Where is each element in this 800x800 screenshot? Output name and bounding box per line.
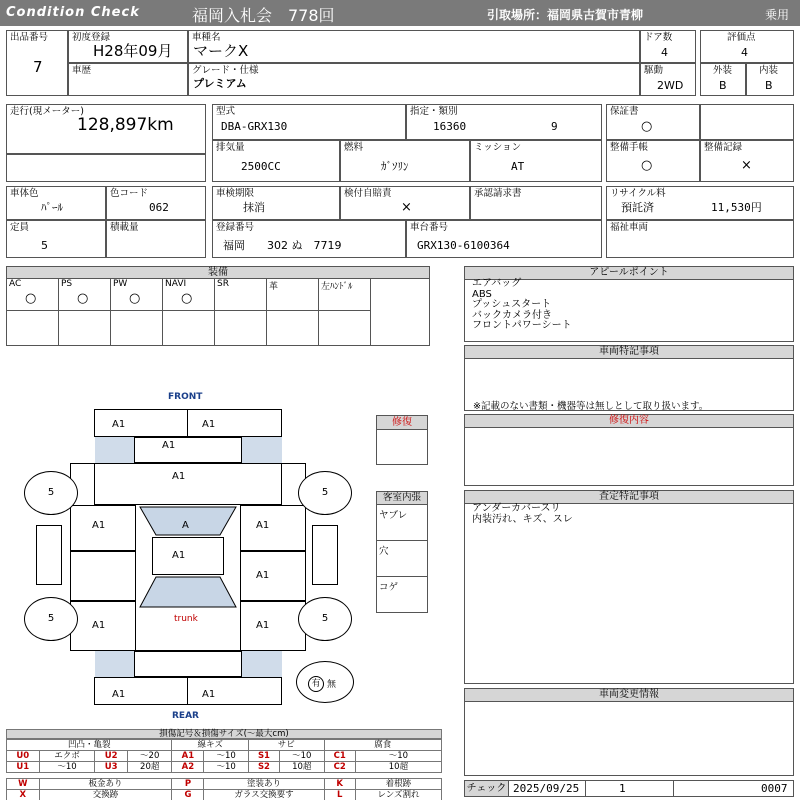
trunk-label: trunk (174, 614, 198, 624)
rear-window[interactable] (140, 577, 236, 607)
equipment-item-blank (111, 311, 163, 345)
equipment-item-blank (7, 311, 59, 345)
change-info-panel (464, 688, 794, 776)
fuel-cell (340, 140, 470, 182)
claim-label: 承認請求書 (474, 188, 522, 199)
repair-box (376, 415, 428, 465)
taillight-left (95, 651, 135, 677)
brand-title: Condition Check (6, 5, 140, 20)
legend-desc: 〜10 (355, 751, 441, 762)
maint-value: ○ (641, 158, 653, 173)
wheel-rear-left[interactable] (24, 597, 78, 641)
maint-record-value: × (741, 158, 752, 173)
front-label: FRONT (168, 392, 203, 402)
color-code-value: 062 (149, 201, 169, 214)
mark-front-left: A1 (112, 419, 126, 430)
color-code-label: 色コード (110, 188, 149, 199)
wheel-front-left[interactable] (24, 471, 78, 515)
equipment-item-label: PS (61, 279, 73, 289)
exterior-cell (700, 63, 746, 96)
insurance-value: × (401, 200, 412, 215)
lot-cell (6, 30, 68, 96)
equipment-item-blank (267, 311, 319, 345)
mission-value: AT (511, 160, 525, 173)
mark-right-mid: A1 (256, 570, 270, 581)
legend-code: A2 (172, 762, 204, 773)
first-reg-label: 初度登録 (72, 32, 111, 43)
legend-desc: 10超 (355, 762, 441, 773)
mileage-label: 走行(現メーター) (10, 106, 84, 117)
left-mirror[interactable] (36, 525, 62, 585)
smoke-off: 無 (327, 680, 337, 690)
color-code-cell (106, 186, 206, 220)
warranty-cell (606, 104, 700, 140)
legend-desc: 〜10 (39, 762, 95, 773)
rear-bumper-divider (187, 677, 188, 705)
legend-code: C2 (324, 762, 355, 773)
mark-windshield: A (182, 520, 189, 531)
inspector-list (472, 503, 573, 525)
legend-table (6, 739, 442, 800)
model-label: 車種名 (192, 32, 221, 43)
legend-desc: エクボ (39, 751, 95, 762)
appeal-list (472, 279, 572, 332)
repair-content-title: 修復内容 (465, 415, 793, 428)
legend-code: G (172, 790, 204, 800)
legend-group-header: 線キズ (172, 740, 248, 751)
equipment-item (7, 279, 59, 311)
fuel-label: 燃料 (344, 142, 364, 153)
interior-row-tear (377, 505, 427, 541)
category-label: 乗用 (765, 8, 790, 22)
wheel-front-left-mark: 5 (47, 487, 55, 498)
color-label: 車体色 (10, 188, 39, 199)
legend-desc: ガラス交換要す (204, 790, 324, 800)
color-value: ﾊﾟｰﾙ (41, 201, 63, 214)
legend-code: S1 (248, 751, 279, 762)
special-title: 車両特記事項 (465, 346, 793, 359)
appeal-panel (464, 266, 794, 342)
displacement-cell (212, 140, 340, 182)
history-cell (68, 63, 188, 96)
wheel-front-right-mark: 5 (321, 487, 329, 498)
warranty-extra-cell (700, 104, 794, 140)
recycle-cell (606, 186, 794, 220)
wheel-rear-right-mark: 5 (321, 613, 329, 624)
mark-right-rear-fender: A1 (256, 620, 270, 631)
designation-label: 指定・類別 (410, 106, 458, 117)
doors-value: 4 (661, 46, 668, 59)
first-reg-cell (68, 30, 188, 63)
equipment-item-value: ○ (25, 291, 37, 306)
legend-code: C1 (324, 751, 355, 762)
legend-code: A1 (172, 751, 204, 762)
score-cell (700, 30, 794, 63)
equipment-item-label: 革 (269, 282, 279, 292)
equipment-item (111, 279, 163, 311)
front-grille[interactable] (134, 437, 242, 463)
legend-title: 損傷記号＆損傷サイズ(〜最大cm) (6, 729, 442, 739)
chassis-label: 車台番号 (410, 222, 449, 233)
change-info-title: 車両変更情報 (465, 689, 793, 702)
wheel-rear-left-mark: 5 (47, 613, 55, 624)
inspector-panel (464, 490, 794, 684)
maint-record-label: 整備記録 (704, 142, 743, 153)
legend-group-header: 腐食 (324, 740, 441, 751)
interior-box (376, 491, 428, 613)
roof[interactable] (152, 537, 224, 575)
appeal-line: エアバッグ (472, 278, 522, 289)
insurance-cell (340, 186, 470, 220)
header-bar (0, 0, 800, 26)
legend-desc: 〜10 (204, 762, 248, 773)
plate-label: 登録番号 (216, 222, 255, 233)
fuel-value: ｶﾞｿﾘﾝ (381, 160, 409, 173)
legend-desc: 交換跡 (39, 790, 172, 800)
legend-code: W (7, 779, 40, 790)
appeal-line: フロントパワーシート (472, 320, 572, 331)
inspection-cell (212, 186, 340, 220)
interior-label: 内装 (759, 65, 779, 76)
damage-legend (6, 729, 442, 800)
capacity-cell (6, 220, 106, 258)
taillight-right (242, 651, 282, 677)
special-note: ※記載のない書類・機器等は無しとして取り扱います。 (473, 401, 709, 412)
wheel-rear-right[interactable] (298, 597, 352, 641)
type-cell (212, 104, 406, 140)
inspector-line: 内装汚れ、キズ、スレ (472, 514, 573, 525)
equipment-item-value: ○ (181, 291, 193, 306)
maint-cell (606, 140, 700, 182)
legend-group-header: 凹凸・亀裂 (7, 740, 172, 751)
smoke-on: 有 (308, 676, 324, 692)
appeal-line: バックカメラ付き (472, 309, 552, 321)
recycle-label: リサイクル料 (610, 188, 666, 199)
first-reg-value: H28年09月 (93, 42, 173, 60)
appeal-line: ABS (472, 288, 492, 300)
right-mid-panel[interactable] (240, 551, 306, 601)
drive-label: 駆動 (644, 65, 664, 76)
load-label: 積載量 (110, 222, 139, 233)
displacement-value: 2500CC (241, 160, 281, 173)
repair-content-panel (464, 414, 794, 486)
mark-left-front-door: A1 (92, 520, 106, 531)
legend-desc: 20超 (127, 762, 171, 773)
grade-cell (188, 63, 640, 96)
equipment-item-label: NAVI (165, 279, 187, 289)
interior-burn-label: コゲ (379, 582, 399, 593)
doors-cell (640, 30, 696, 63)
mission-cell (470, 140, 602, 182)
front-bumper-divider (187, 409, 188, 437)
grade-value: プレミアム (193, 77, 247, 90)
check-date: 2025/09/25 (513, 782, 580, 795)
equipment-item-blank (163, 311, 215, 345)
legend-code: U0 (7, 751, 40, 762)
auction-title: 福岡入札会 778回 (192, 6, 335, 25)
drive-value: 2WD (657, 79, 684, 92)
mark-right-front-door: A1 (256, 520, 270, 531)
model-cell (188, 30, 640, 63)
right-rear-door[interactable] (240, 601, 306, 651)
check-divider-1 (585, 781, 586, 796)
inspector-line: アンダーカバースリ (472, 503, 561, 514)
drive-cell (640, 63, 696, 96)
welfare-label: 福祉車両 (610, 222, 649, 233)
score-label: 評価点 (727, 32, 756, 43)
equipment-item-value: ○ (77, 291, 89, 306)
doors-label: ドア数 (644, 32, 673, 43)
legend-code: L (324, 790, 355, 800)
equipment-row (7, 279, 429, 345)
warranty-label: 保証書 (610, 106, 639, 117)
equipment-item-blank (59, 311, 111, 345)
designation-cell (406, 104, 602, 140)
equipment-item-label: PW (113, 279, 128, 289)
warranty-value: ○ (641, 119, 653, 134)
mileage-cell (6, 104, 206, 154)
legend-code: P (172, 779, 204, 790)
legend-desc: 〜20 (127, 751, 171, 762)
insurance-label: 検付自賠責 (344, 188, 392, 199)
equipment-item (267, 279, 319, 311)
legend-code: U3 (95, 762, 128, 773)
special-panel (464, 345, 794, 411)
interior-tear-label: ヤブレ (379, 510, 408, 521)
equipment-item (163, 279, 215, 311)
mileage-extra-cell (6, 154, 206, 182)
equipment-item (319, 279, 371, 311)
recycle-status: 預託済 (621, 201, 654, 214)
interior-box-title: 客室内張 (377, 492, 427, 505)
appeal-line: プッシュスタート (472, 299, 552, 310)
mark-front-right: A1 (202, 419, 216, 430)
rear-label: REAR (172, 711, 199, 721)
grade-label: グレード・仕様 (192, 65, 259, 76)
maint-record-cell (700, 140, 794, 182)
check-label: チェック (465, 781, 509, 796)
equipment-panel (6, 266, 430, 346)
history-label: 車歴 (72, 65, 92, 76)
exterior-value: B (719, 79, 727, 92)
load-cell (106, 220, 206, 258)
capacity-value: 5 (41, 239, 48, 252)
interior-hole-label: 穴 (379, 546, 389, 557)
recycle-value: 11,530円 (711, 201, 762, 214)
legend-group-header: サビ (248, 740, 324, 751)
hood[interactable] (94, 463, 282, 505)
legend-desc: 〜10 (280, 751, 324, 762)
legend-desc: 板金あり (39, 779, 172, 790)
equipment-item-label: AC (9, 279, 22, 289)
chassis-value: GRX130-6100364 (417, 239, 510, 252)
smoke-indicator (296, 661, 354, 703)
plate-value: 福岡 302 ぬ 7719 (223, 239, 342, 252)
equipment-title: 装備 (7, 267, 429, 279)
check-num: 1 (619, 782, 626, 795)
inspector-title: 査定特記事項 (465, 491, 793, 504)
repair-box-title: 修復 (377, 416, 427, 430)
designation-value-1: 16360 (433, 120, 467, 133)
claim-cell (470, 186, 602, 220)
trunk-panel[interactable] (134, 651, 242, 677)
mark-hood: A1 (172, 471, 186, 482)
lot-value: 7 (33, 58, 43, 76)
equipment-item (215, 279, 267, 311)
mark-rear-left: A1 (112, 689, 126, 700)
check-code: 0007 (761, 782, 788, 795)
car-diagram (0, 385, 460, 725)
score-value: 4 (741, 46, 748, 59)
equipment-item-blank (319, 311, 371, 345)
equipment-item-blank (215, 311, 267, 345)
exterior-label: 外装 (713, 65, 733, 76)
welfare-cell (606, 220, 794, 258)
legend-code: K (324, 779, 355, 790)
lot-label: 出品番号 (10, 32, 49, 43)
legend-desc: 10超 (280, 762, 324, 773)
mark-left-rear-door: A1 (92, 620, 106, 631)
legend-code: X (7, 790, 40, 800)
inspection-label: 車検期限 (216, 188, 255, 199)
check-row (464, 780, 794, 797)
mission-label: ミッション (474, 142, 522, 153)
interior-row-burn (377, 577, 427, 612)
legend-desc: 塗装あり (204, 779, 324, 790)
type-label: 型式 (216, 106, 236, 117)
headlight-left (95, 437, 135, 463)
plate-cell (212, 220, 406, 258)
designation-value-2: 9 (551, 120, 558, 133)
interior-row-hole (377, 541, 427, 577)
mark-bumper-front: A1 (162, 440, 176, 451)
displacement-label: 排気量 (216, 142, 245, 153)
chassis-cell (406, 220, 602, 258)
wheel-front-right[interactable] (298, 471, 352, 515)
headlight-right (242, 437, 282, 463)
mileage-value: 128,897km (77, 115, 174, 135)
legend-code: S2 (248, 762, 279, 773)
check-divider-2 (673, 781, 674, 796)
legend-desc: 着根跡 (355, 779, 441, 790)
mark-rear-right: A1 (202, 689, 216, 700)
legend-desc: 〜10 (204, 751, 248, 762)
model-value: マークX (193, 42, 249, 60)
color-cell (6, 186, 106, 220)
type-value: DBA-GRX130 (221, 120, 288, 133)
inspection-value: 抹消 (243, 201, 265, 214)
equipment-item-label: SR (217, 279, 229, 289)
maint-label: 整備手帳 (610, 142, 649, 153)
legend-desc: レンズ割れ (355, 790, 441, 800)
mark-roof: A1 (172, 550, 186, 561)
appeal-title: アピールポイント (465, 267, 793, 280)
pickup-location: 引取場所：福岡県古賀市青柳 (487, 8, 644, 22)
legend-code: U1 (7, 762, 40, 773)
right-mirror[interactable] (312, 525, 338, 585)
legend-code: U2 (95, 751, 128, 762)
left-mid-panel[interactable] (70, 551, 136, 601)
equipment-item-label: 左ﾊﾝﾄﾞﾙ (321, 282, 353, 292)
interior-value: B (765, 79, 773, 92)
equipment-item-value: ○ (129, 291, 141, 306)
right-front-door[interactable] (240, 505, 306, 551)
capacity-label: 定員 (10, 222, 30, 233)
equipment-item (59, 279, 111, 311)
interior-cell (746, 63, 794, 96)
